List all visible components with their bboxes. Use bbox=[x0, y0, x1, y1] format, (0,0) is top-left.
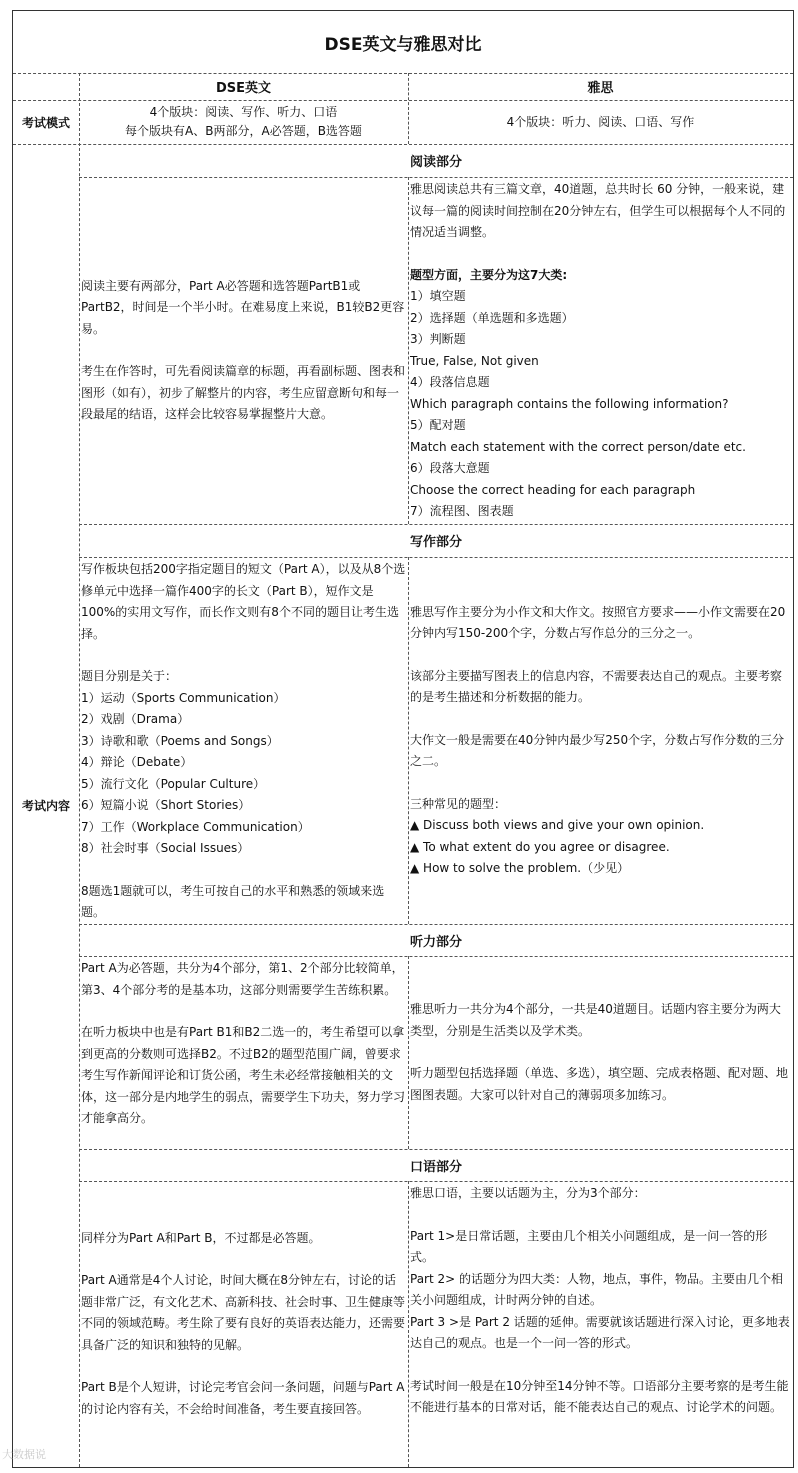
text-line: 考试时间一般是在10分钟至14分钟不等。口语部分主要考察的是考生能不能进行基本的日常对话，能不能表达自己的观点、讨论学术的问题。 bbox=[410, 1378, 789, 1414]
text-line: 5）配对题 bbox=[410, 418, 466, 432]
text-line: 2）选择题（单选题和多选题） bbox=[410, 310, 574, 325]
spacer bbox=[410, 1355, 791, 1376]
spacer bbox=[81, 1249, 406, 1270]
spacer bbox=[81, 645, 406, 666]
spacer bbox=[81, 1001, 406, 1022]
ielts-speaking bbox=[408, 1183, 793, 1467]
row-label-exam-mode: 考试模式 bbox=[21, 115, 70, 130]
text-line: 雅思口语，主要以话题为主，分为3个部分： bbox=[410, 1186, 646, 1200]
text-line: ▲ To what extent do you agree or disagree. bbox=[410, 839, 670, 854]
text-line: Part 1>是日常话题，主要由几个相关小问题组成，是一问一答的形式。 bbox=[410, 1228, 768, 1264]
text-line: 题型方面，主要分为这7大类: bbox=[410, 267, 568, 282]
spacer bbox=[81, 340, 406, 361]
text-line: 听力题型包括选择题（单选、多选），填空题、完成表格题、配对题、地图图表题。大家可以针对自己的薄弱项多加练习。 bbox=[410, 1066, 789, 1102]
ielts-reading bbox=[408, 179, 793, 524]
text-line: 在听力板块中也是有Part B1和B2二选一的，考生希望可以拿到更高的分数则可选择B2。不过B2的题型范围广阔，曾要求考生写作新闻评论和订货公函，考生未必经常接触相关的文体，这一部分是内地学生的弱点，需要学生下功夫，努力学习才能拿高分。 bbox=[81, 1025, 406, 1125]
ielts-writing bbox=[408, 557, 793, 924]
ielts-mode-line: 4个版块：听力、阅读、口语、写作 bbox=[506, 114, 695, 129]
text-line: Part 2> 的话题分为四大类：人物，地点，事件，物品。主要由几个相关小问题组成，计时两分钟的自述。 bbox=[410, 1271, 784, 1307]
text-line: 考生在作答时，可先看阅读篇章的标题，再看副标题、图表和图形（如有），初步了解整片的内容，考生应留意断句和每一段最尾的结语，这样会比较容易掌握整片大意。 bbox=[81, 364, 406, 421]
text-line: 1）填空题 bbox=[410, 289, 466, 303]
text-line: 题目分别是关于： bbox=[81, 669, 178, 683]
spacer bbox=[410, 709, 791, 730]
text-line: 3）诗歌和歌（Poems and Songs） bbox=[81, 733, 279, 748]
spacer bbox=[410, 1042, 791, 1063]
column-header-dse: DSE英文 bbox=[215, 81, 272, 96]
dse-mode-line: 每个版块有A、B两部分，A必答题，B选答题 bbox=[125, 124, 362, 138]
text-line: 6）段落大意题 bbox=[410, 461, 490, 475]
text-line: ▲ How to solve the problem.（少见） bbox=[410, 861, 630, 875]
section-title-speaking: 口语部分 bbox=[409, 1159, 462, 1175]
text-line: Part B是个人短讲，讨论完考官会问一条问题，问题与Part A的讨论内容有关，不会给时间准备，考生要直接回答。 bbox=[81, 1380, 405, 1416]
text-line: 8题选1题就可以，考生可按自己的水平和熟悉的领域来选题。 bbox=[81, 883, 385, 919]
dse-speaking bbox=[79, 1181, 408, 1467]
ielts-listening bbox=[408, 956, 793, 1149]
text-line: 三种常见的题型： bbox=[410, 796, 507, 811]
text-line: 3）判断题 bbox=[410, 332, 466, 346]
dse-reading bbox=[79, 177, 408, 524]
text-line: Part A通常是4个人讨论，时间大概在8分钟左右，讨论的话题非常广泛，有文化艺术、高新科技、社会时事、卫生健康等不同的领域范畴。考生除了要有良好的英语表达能力，还需要具备广泛的知识和独特的见解。 bbox=[81, 1273, 406, 1352]
text-line: Part 3 >是 Part 2 话题的延伸。需要就该话题进行深入讨论，更多地表达自己的观点。也是一个一问一答的形式。 bbox=[410, 1314, 790, 1350]
text-line: Choose the correct heading for each paragraph bbox=[410, 482, 696, 497]
spacer bbox=[410, 244, 791, 265]
section-title-reading: 阅读部分 bbox=[409, 155, 462, 170]
dse-exam-mode bbox=[79, 100, 408, 144]
comparison-table bbox=[12, 10, 794, 1468]
text-line: 8）社会时事（Social Issues） bbox=[81, 841, 250, 855]
dse-listening bbox=[79, 958, 408, 1149]
text-line: 4）辩论（Debate） bbox=[81, 755, 193, 769]
text-line: 7）流程图、图表题 bbox=[410, 504, 514, 518]
text-line: 7）工作（Workplace Communication） bbox=[81, 819, 310, 834]
dse-writing bbox=[79, 559, 408, 924]
dse-mode-line: 4个版块：阅读、写作、听力、口语 bbox=[149, 105, 338, 119]
text-line: True, False, Not given bbox=[410, 353, 539, 368]
spacer bbox=[410, 645, 791, 666]
text-line: 大作文一般是需要在40分钟内最少写250个字，分数占写作分数的三分之二。 bbox=[410, 732, 785, 768]
text-line: 阅读主要有两部分，Part A必答题和选答题PartB1或PartB2，时间是一个半小时。在难易度上来说，B1较B2更容易。 bbox=[81, 278, 405, 336]
text-line: Which paragraph contains the following information? bbox=[410, 396, 729, 411]
text-line: 该部分主要描写图表上的信息内容，不需要表达自己的观点。主要考察的是考生描述和分析数据的能力。 bbox=[410, 668, 783, 704]
text-line: 2）戏剧（Drama） bbox=[81, 712, 190, 726]
text-line: 雅思阅读总共有三篇文章，40道题，总共时长 60 分钟，一般来说，建议每一篇的阅读时间控制在20分钟左右，但学生可以根据每个人不同的情况适当调整。 bbox=[410, 182, 786, 239]
text-line: 雅思写作主要分为小作文和大作文。按照官方要求——小作文需要在20分钟内写150-200个字，分数占写作总分的三分之一。 bbox=[410, 604, 786, 640]
text-line: 5）流行文化（Popular Culture） bbox=[81, 776, 266, 791]
text-line: 6）短篇小说（Short Stories） bbox=[81, 798, 251, 812]
spacer bbox=[410, 773, 791, 794]
table-title: DSE英文与雅思对比 bbox=[324, 34, 482, 55]
text-line: 同样分为Part A和Part B，不过都是必答题。 bbox=[81, 1230, 321, 1245]
spacer bbox=[81, 860, 406, 881]
text-line: ▲ Discuss both views and give your own opinion. bbox=[410, 818, 705, 832]
watermark: 大数据说 bbox=[2, 1448, 46, 1461]
spacer bbox=[81, 1356, 406, 1377]
text-line: 4）段落信息题 bbox=[410, 375, 490, 389]
spacer bbox=[410, 1205, 791, 1226]
text-line: Part A为必答题，共分为4个部分，第1、2个部分比较简单，第3、4个部分考的是基本功，这部分则需要学生苦练积累。 bbox=[81, 961, 404, 997]
section-title-writing: 写作部分 bbox=[409, 535, 462, 550]
text-line: 1）运动（Sports Communication） bbox=[81, 690, 286, 705]
row-label-exam-content: 考试内容 bbox=[21, 799, 70, 813]
text-line: Match each statement with the correct person/date etc. bbox=[410, 439, 746, 454]
text-line: 雅思听力一共分为4个部分，一共是40道题目。话题内容主要分为两大类型，分别是生活类以及学术类。 bbox=[410, 1002, 781, 1038]
section-title-listening: 听力部分 bbox=[409, 934, 462, 950]
column-header-ielts: 雅思 bbox=[587, 81, 614, 96]
text-line: 写作板块包括200字指定题目的短文（Part A），以及从8个选修单元中选择一篇作400字的长文（Part B），短作文是100%的实用文写作，而长作文则有8个不同的题目让考生选择。 bbox=[81, 562, 406, 641]
ielts-exam-mode bbox=[408, 100, 793, 144]
